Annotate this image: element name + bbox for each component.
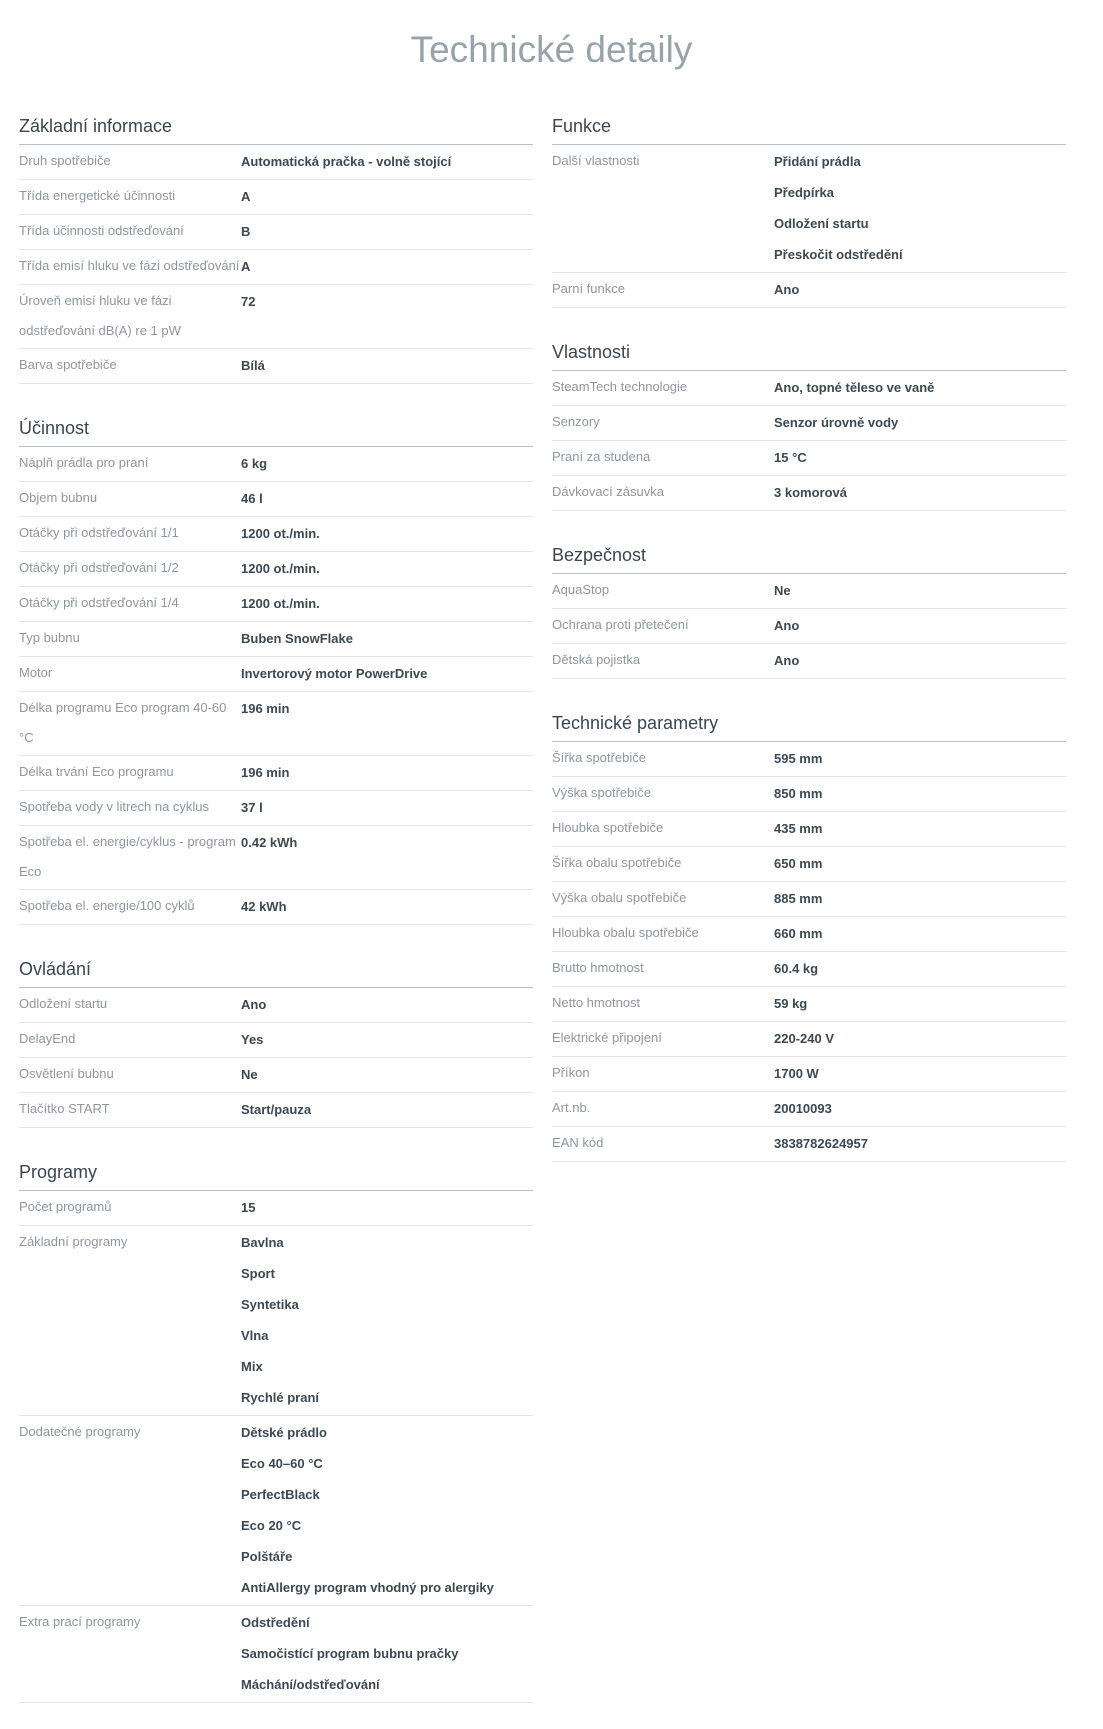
spec-label: Třída účinnosti odstřeďování xyxy=(19,223,184,238)
spec-row xyxy=(552,273,1066,308)
spec-row xyxy=(552,406,1066,441)
spec-label: Druh spotřebiče xyxy=(19,153,111,168)
spec-label: Dětská pojistka xyxy=(552,652,641,667)
spec-value: 15 xyxy=(241,1200,256,1215)
spec-value: 595 mm xyxy=(774,751,823,766)
spec-row xyxy=(19,215,533,250)
spec-value: Ano, topné těleso ve vaně xyxy=(774,380,935,395)
spec-label: SteamTech technologie xyxy=(552,379,688,394)
spec-row xyxy=(19,1226,533,1416)
spec-label: Objem bubnu xyxy=(19,490,98,505)
spec-label: Parní funkce xyxy=(552,281,625,296)
spec-value: 20010093 xyxy=(774,1101,832,1116)
spec-value: AntiAllergy program vhodný pro alergiky xyxy=(241,1580,494,1595)
spec-value: Sport xyxy=(241,1266,275,1281)
spec-row xyxy=(19,482,533,517)
spec-values xyxy=(241,891,533,922)
spec-row xyxy=(552,441,1066,476)
spec-value: A xyxy=(241,189,251,204)
spec-value: Invertorový motor PowerDrive xyxy=(241,666,428,681)
spec-row xyxy=(552,476,1066,511)
spec-values xyxy=(774,918,1066,949)
spec-value: 59 kg xyxy=(774,996,808,1011)
spec-value: Přeskočit odstředění xyxy=(774,247,903,262)
section-title: Technické parametry xyxy=(552,705,1066,742)
spec-label: Senzory xyxy=(552,414,600,429)
spec-label: Tlačítko START xyxy=(19,1101,110,1116)
spec-value: 3 komorová xyxy=(774,485,847,500)
spec-values xyxy=(774,645,1066,676)
spec-label: Dávkovací zásuvka xyxy=(552,484,664,499)
spec-values xyxy=(241,658,533,689)
spec-value: 1200 ot./min. xyxy=(241,526,320,541)
spec-label: DelayEnd xyxy=(19,1031,76,1046)
section-title: Vlastnosti xyxy=(552,334,1066,371)
spec-values xyxy=(241,448,533,479)
spec-value: 1200 ot./min. xyxy=(241,561,320,576)
spec-values xyxy=(241,518,533,549)
spec-values xyxy=(774,274,1066,305)
spec-values xyxy=(241,1024,533,1055)
spec-values xyxy=(241,827,533,887)
spec-row xyxy=(19,285,533,349)
spec-section-funkce xyxy=(552,108,1066,308)
spec-row xyxy=(19,622,533,657)
spec-row xyxy=(552,882,1066,917)
spec-value: 3838782624957 xyxy=(774,1136,868,1151)
spec-value: A xyxy=(241,259,251,274)
spec-label: Netto hmotnost xyxy=(552,995,641,1010)
spec-value: 60.4 kg xyxy=(774,961,819,976)
spec-values xyxy=(241,483,533,514)
spec-value: Yes xyxy=(241,1032,264,1047)
spec-label: Třída energetické účinnosti xyxy=(19,188,176,203)
spec-values xyxy=(774,1128,1066,1159)
spec-values xyxy=(774,988,1066,1019)
spec-value: Automatická pračka - volně stojící xyxy=(241,154,452,169)
spec-label: Art.nb. xyxy=(552,1100,591,1115)
spec-values xyxy=(241,1417,533,1603)
spec-row xyxy=(552,847,1066,882)
spec-row xyxy=(552,812,1066,847)
spec-label: Spotřeba vody v litrech na cyklus xyxy=(19,799,210,814)
spec-value: 42 kWh xyxy=(241,899,287,914)
spec-label: Ochrana proti přetečení xyxy=(552,617,689,632)
spec-value: 46 l xyxy=(241,491,263,506)
spec-value: Ne xyxy=(774,583,791,598)
spec-row xyxy=(19,552,533,587)
section-title: Účinnost xyxy=(19,410,533,447)
spec-row xyxy=(19,890,533,925)
spec-label: Otáčky při odstřeďování 1/4 xyxy=(19,595,179,610)
spec-row xyxy=(19,826,533,890)
spec-label: Otáčky při odstřeďování 1/2 xyxy=(19,560,179,575)
spec-values xyxy=(774,1058,1066,1089)
spec-row xyxy=(552,1092,1066,1127)
spec-value: Předpírka xyxy=(774,185,834,200)
spec-values xyxy=(774,407,1066,438)
spec-values xyxy=(241,216,533,247)
spec-label: Výška spotřebiče xyxy=(552,785,651,800)
spec-values xyxy=(774,575,1066,606)
page-title: Technické detaily xyxy=(410,29,693,70)
section-title: Programy xyxy=(19,1154,533,1191)
spec-label: Otáčky při odstřeďování 1/1 xyxy=(19,525,179,540)
spec-row xyxy=(552,987,1066,1022)
spec-label: EAN kód xyxy=(552,1135,604,1150)
spec-values xyxy=(241,1227,533,1413)
spec-row xyxy=(19,349,533,384)
spec-values xyxy=(241,181,533,212)
spec-label: Úroveň emisí hluku ve fázi odstřeďování dB(A) re 1 pW xyxy=(19,293,181,338)
spec-values xyxy=(774,372,1066,403)
spec-value: 37 l xyxy=(241,800,263,815)
spec-value: Dětské prádlo xyxy=(241,1425,327,1440)
spec-value: Ne xyxy=(241,1067,258,1082)
spec-label: Typ bubnu xyxy=(19,630,80,645)
spec-row xyxy=(19,1191,533,1226)
spec-row xyxy=(19,517,533,552)
spec-label: AquaStop xyxy=(552,582,610,597)
spec-values xyxy=(241,623,533,654)
section-title: Základní informace xyxy=(19,108,533,145)
specs-column-left xyxy=(19,108,533,1729)
spec-values xyxy=(774,1023,1066,1054)
spec-value: 1200 ot./min. xyxy=(241,596,320,611)
spec-section-zakladni-informace xyxy=(19,108,533,384)
spec-row xyxy=(19,1093,533,1128)
spec-value: Bílá xyxy=(241,358,265,373)
spec-value: 220-240 V xyxy=(774,1031,834,1046)
spec-label: Spotřeba el. energie/cyklus - program Eco xyxy=(19,834,236,879)
spec-label: Dodatečné programy xyxy=(19,1424,141,1439)
spec-row xyxy=(552,917,1066,952)
spec-values xyxy=(241,1607,533,1700)
spec-label: Odložení startu xyxy=(19,996,108,1011)
spec-value: Eco 20 °C xyxy=(241,1518,302,1533)
spec-row xyxy=(552,777,1066,812)
spec-value: Máchání/odstřeďování xyxy=(241,1677,380,1692)
spec-row xyxy=(19,692,533,756)
spec-values xyxy=(774,848,1066,879)
spec-row xyxy=(552,742,1066,777)
spec-row xyxy=(19,1023,533,1058)
spec-value: 0.42 kWh xyxy=(241,835,298,850)
spec-row xyxy=(552,1127,1066,1162)
spec-value: Ano xyxy=(241,997,267,1012)
spec-value: Přidání prádla xyxy=(774,154,861,169)
spec-value: Start/pauza xyxy=(241,1102,312,1117)
spec-value: 196 min xyxy=(241,765,290,780)
spec-label: Elektrické připojení xyxy=(552,1030,662,1045)
spec-row xyxy=(19,447,533,482)
spec-section-bezpecnost xyxy=(552,537,1066,679)
spec-value: PerfectBlack xyxy=(241,1487,320,1502)
spec-section-programy xyxy=(19,1154,533,1703)
spec-value: 72 xyxy=(241,294,256,309)
spec-value: Buben SnowFlake xyxy=(241,631,353,646)
spec-value: Ano xyxy=(774,282,800,297)
spec-label: Šířka spotřebiče xyxy=(552,750,646,765)
spec-row xyxy=(19,756,533,791)
spec-label: Extra prací programy xyxy=(19,1614,141,1629)
spec-values xyxy=(241,1192,533,1223)
section-title: Bezpečnost xyxy=(552,537,1066,574)
spec-values xyxy=(241,792,533,823)
spec-label: Praní za studena xyxy=(552,449,651,464)
spec-value: Bavlna xyxy=(241,1235,284,1250)
spec-value: 660 mm xyxy=(774,926,823,941)
spec-section-vlastnosti xyxy=(552,334,1066,511)
spec-row xyxy=(552,644,1066,679)
spec-row xyxy=(19,1416,533,1606)
spec-values xyxy=(774,1093,1066,1124)
spec-values xyxy=(774,883,1066,914)
spec-value: 196 min xyxy=(241,701,290,716)
spec-value: 885 mm xyxy=(774,891,823,906)
spec-value: 1700 W xyxy=(774,1066,819,1081)
spec-value: Mix xyxy=(241,1359,263,1374)
spec-label: Hloubka obalu spotřebiče xyxy=(552,925,699,940)
spec-section-ovladani xyxy=(19,951,533,1128)
spec-label: Délka trvání Eco programu xyxy=(19,764,174,779)
spec-value: Eco 40–60 °C xyxy=(241,1456,323,1471)
spec-values xyxy=(241,989,533,1020)
spec-section-technicke-parametry xyxy=(552,705,1066,1162)
spec-values xyxy=(241,693,533,753)
spec-label: Spotřeba el. energie/100 cyklů xyxy=(19,898,195,913)
spec-values xyxy=(774,778,1066,809)
spec-row xyxy=(552,371,1066,406)
spec-label: Motor xyxy=(19,665,53,680)
spec-section-ucinnost xyxy=(19,410,533,925)
spec-value: 6 kg xyxy=(241,456,268,471)
spec-value: Odstředění xyxy=(241,1615,310,1630)
spec-values xyxy=(241,553,533,584)
spec-value: 850 mm xyxy=(774,786,823,801)
spec-value: Rychlé praní xyxy=(241,1390,320,1405)
spec-value: 650 mm xyxy=(774,856,823,871)
spec-label: Další vlastnosti xyxy=(552,153,640,168)
spec-label: Příkon xyxy=(552,1065,590,1080)
spec-row xyxy=(552,952,1066,987)
spec-value: Ano xyxy=(774,618,800,633)
spec-row xyxy=(19,657,533,692)
spec-row xyxy=(19,145,533,180)
spec-values xyxy=(241,1059,533,1090)
spec-label: Osvětlení bubnu xyxy=(19,1066,114,1081)
spec-row xyxy=(552,574,1066,609)
spec-value: 15 °C xyxy=(774,450,807,465)
spec-values xyxy=(241,757,533,788)
spec-value: Syntetika xyxy=(241,1297,299,1312)
spec-row xyxy=(552,609,1066,644)
spec-row xyxy=(19,250,533,285)
spec-value: B xyxy=(241,224,251,239)
spec-values xyxy=(774,610,1066,641)
spec-values xyxy=(774,442,1066,473)
spec-label: Barva spotřebiče xyxy=(19,357,117,372)
spec-label: Hloubka spotřebiče xyxy=(552,820,664,835)
spec-row xyxy=(19,587,533,622)
spec-row xyxy=(19,1606,533,1703)
spec-label: Náplň prádla pro praní xyxy=(19,455,149,470)
spec-values xyxy=(774,146,1066,270)
spec-label: Šířka obalu spotřebiče xyxy=(552,855,682,870)
spec-row xyxy=(19,1058,533,1093)
section-title: Funkce xyxy=(552,108,1066,145)
specs-column-right xyxy=(552,108,1066,1188)
spec-value: Odložení startu xyxy=(774,216,869,231)
spec-label: Délka programu Eco program 40-60 °C xyxy=(19,700,227,745)
spec-values xyxy=(241,350,533,381)
spec-values xyxy=(774,743,1066,774)
spec-values xyxy=(774,477,1066,508)
spec-values xyxy=(241,286,533,346)
spec-values xyxy=(241,251,533,282)
spec-values xyxy=(241,146,533,177)
spec-row xyxy=(552,1057,1066,1092)
spec-row xyxy=(552,1022,1066,1057)
spec-values xyxy=(241,588,533,619)
spec-value: 435 mm xyxy=(774,821,823,836)
spec-value: Vlna xyxy=(241,1328,269,1343)
spec-label: Počet programů xyxy=(19,1199,112,1214)
spec-label: Výška obalu spotřebiče xyxy=(552,890,687,905)
spec-value: Polštáře xyxy=(241,1549,293,1564)
spec-label: Brutto hmotnost xyxy=(552,960,644,975)
spec-label: Základní programy xyxy=(19,1234,128,1249)
spec-row xyxy=(19,988,533,1023)
spec-row xyxy=(19,180,533,215)
spec-row xyxy=(19,791,533,826)
spec-value: Samočistící program bubnu pračky xyxy=(241,1646,459,1661)
spec-value: Senzor úrovně vody xyxy=(774,415,899,430)
spec-values xyxy=(241,1094,533,1125)
section-title: Ovládání xyxy=(19,951,533,988)
spec-values xyxy=(774,953,1066,984)
spec-values xyxy=(774,813,1066,844)
spec-row xyxy=(552,145,1066,273)
spec-label: Třída emisí hluku ve fázi odstřeďování xyxy=(19,258,240,273)
spec-value: Ano xyxy=(774,653,800,668)
